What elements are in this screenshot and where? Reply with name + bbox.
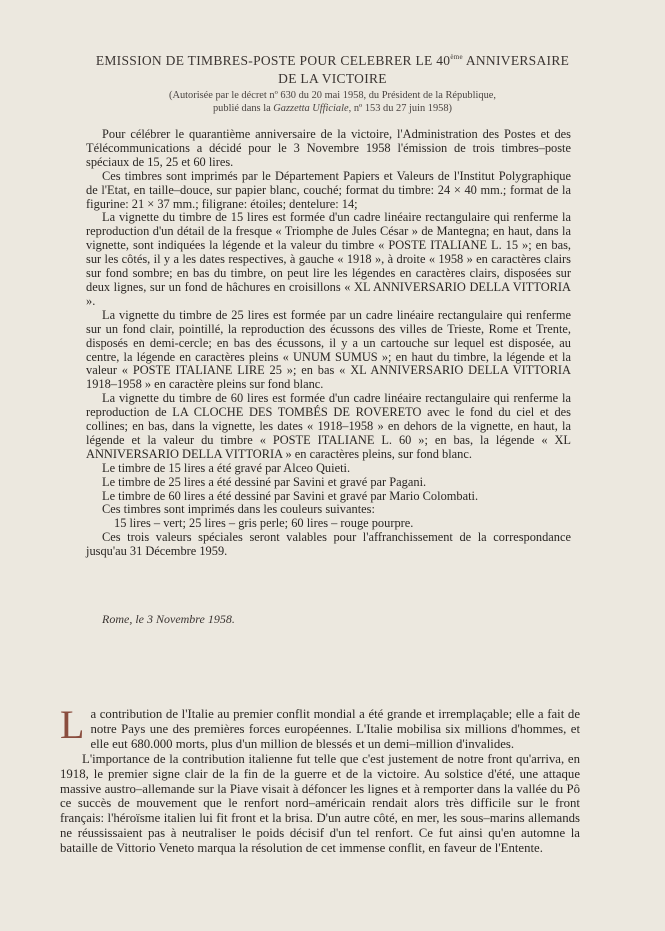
signoff-date: Rome, le 3 Novembre 1958. xyxy=(102,612,235,626)
history-body xyxy=(60,702,580,856)
decree-note-line-2b: , nº 153 du 27 juin 1958) xyxy=(348,103,452,114)
decree-note-line-2a: publié dans la xyxy=(212,103,274,114)
title-part-b: ANNIVERSAIRE xyxy=(462,53,570,68)
paragraph: L'importance de la contribution italienne fut telle que c'est justement de notre front qu'arriva, en 1918, le premier signe clair de la fin de la guerre et de la victoire. Au solstice d'été, une attaque massive austro–allemande sur la Piave visait à défoncer les lignes et à remporter dans la vallée du Pô ce succès de mouvement que le renfort nord–américain rendait alors très difficile sur le front français: l'héroïsme italien lui fit front et la brisa. D'un autre côté, en mer, les sous–marins allemands ne réussissaient pas à neutraliser le poids décisif d'un tel renfort. Ce fut ainsi qu'en automne la bataille de Vittorio Veneto marqua la résolution de cet immense conflit, en faveur de l'Entente. xyxy=(60,751,580,856)
paragraph-text: a contribution de l'Italie au premier conflit mondial a été grande et irremplaçable; elle a fait de notre Pays une des premières forces européennes. L'Italie mobilisa six millions d'hommes, et elle eut 680.000 morts, plus d'un million de blessés et un demi–million d'invalides. xyxy=(90,707,580,751)
paragraph: Le timbre de 60 lires a été dessiné par Savini et gravé par Mario Colombati. xyxy=(102,488,479,503)
title-part-a: EMISSION DE TIMBRES-POSTE POUR CELEBRER LE 40 xyxy=(95,53,451,68)
paragraph: Le timbre de 15 lires a été gravé par Alceo Quieti. xyxy=(102,460,351,475)
paragraph: La vignette du timbre de 15 lires est formée d'un cadre linéaire rectangulaire qui renferme la reproduction d'un détail de la fresque « Triomphe de Jules César » de Mantegna; en haut, dans la vignette, sont indiquées la légende et la valeur du timbre « POSTE ITALIANE L. 15 »; en bas, sur les côtés, il y a les dates respectives, à gauche « 1918 », à droite « 1958 » en caractères clairs sur fond sombre; en bas du timbre, on peut lire les légendes en caractères clairs, disposées sur deux lignes, sur un fond de hâchures en croisillons « XL ANNIVERSARIO DELLA VITTORIA ». xyxy=(86,210,571,308)
stamp-colors-line: 15 lires – vert; 25 lires – gris perle; 60 lires – rouge pourpre. xyxy=(114,516,414,531)
title-superscript: ème xyxy=(450,53,463,61)
paragraph: La vignette du timbre de 60 lires est formée d'un cadre linéaire rectangulaire qui renferme la reproduction de LA CLOCHE DES TOMBÉS DE ROVERETO avec le fond du ciel et des collines; en bas, dans la vignette, les dates « 1918–1958 » en dehors de la vignette, en haut, la légende et la valeur du timbre « POSTE ITALIANE L. 60 »; en bas, la légende « XL ANNIVERSARIO DELLA VITTORIA » en caractères pleins, sur fond blanc. xyxy=(86,391,571,461)
page-title xyxy=(60,48,605,88)
decree-note-line-1: (Autorisée par le décret nº 630 du 20 mai 1958, du Président de la République, xyxy=(169,90,496,101)
paragraph: La vignette du timbre de 25 lires est formée par un cadre linéaire rectangulaire qui renferme sur un fond clair, pointillé, la reproduction des écussons des villes de Trieste, Rome et Trente, disposés en demi-cercle; en bas des écussons, il y a un cartouche sur lequel est disposée, au centre, la légende en caractères pleins « UNUM SUMUS »; en haut du timbre, la légende et la valeur « POSTE ITALIANE LIRE 25 »; en bas « XL ANNIVERSARIO DELLA VITTORIA 1918–1958 » en caractère pleins sur fond blanc. xyxy=(86,307,571,392)
paragraph: Ces timbres sont imprimés par le Département Papiers et Valeurs de l'Institut Polygraphique de l'Etat, en taille–douce, sur papier blanc, couché; format du timbre: 24 × 40 mm.; format de la figurine: 21 × 37 mm.; filigrane: étoiles; dentelure: 14; xyxy=(86,168,571,211)
paragraph: Le timbre de 25 lires a été dessiné par Savini et gravé par Pagani. xyxy=(102,474,427,489)
title-line-2: DE LA VICTOIRE xyxy=(278,71,387,86)
drop-cap: L xyxy=(60,702,85,747)
paragraph: Ces timbres sont imprimés dans les couleurs suivantes: xyxy=(102,502,375,517)
paragraph: Pour célébrer le quarantième anniversaire de la victoire, l'Administration des Postes et des Télécommunications a décidé pour le 3 Novembre 1958 l'émission de trois timbres–poste spéciaux de 15, 25 et 60 lires. xyxy=(86,127,571,169)
paragraph: Ces trois valeurs spéciales seront valables pour l'affranchissement de la correspondance jusqu'au 31 Décembre 1959. xyxy=(86,530,571,559)
decree-note xyxy=(70,89,595,115)
announcement-body xyxy=(86,128,571,559)
paragraph xyxy=(60,702,580,752)
gazette-name: Gazzetta Ufficiale xyxy=(273,103,349,114)
